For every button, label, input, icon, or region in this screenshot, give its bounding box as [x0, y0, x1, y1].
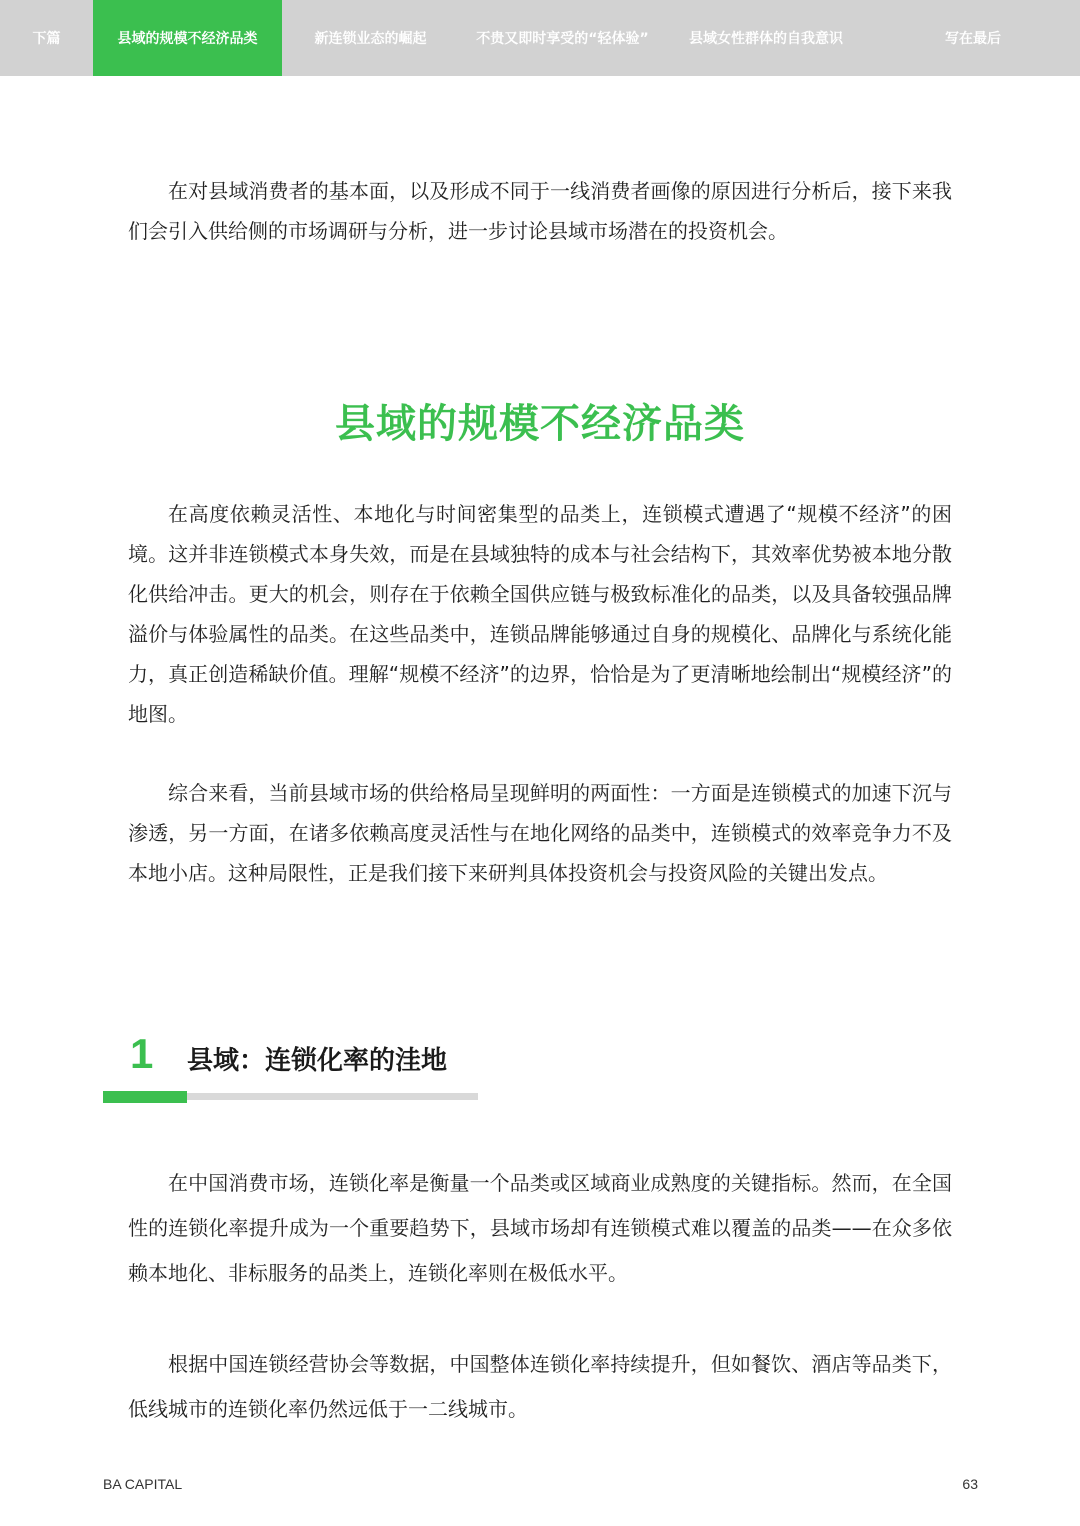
subsection-number: 1	[130, 1030, 154, 1077]
page-number: 63	[962, 1476, 978, 1492]
subsection-underline-accent	[103, 1091, 187, 1103]
tab-new-chain-formats[interactable]: 新连锁业态的崛起	[314, 31, 427, 47]
subsection-title: 县域：连锁化率的洼地	[187, 1046, 448, 1076]
intro-paragraph: 在对县域消费者的基本面，以及形成不同于一线消费者画像的原因进行分析后，接下来我们会引入供给侧的市场调研与分析，进一步讨论县域市场潜在的投资机会。	[128, 179, 952, 243]
tab-closing-words[interactable]: 写在最后	[945, 31, 1001, 47]
footer-brand: BA CAPITAL	[103, 1476, 183, 1492]
tab-light-experience[interactable]: 不贵又即时享受的“轻体验”	[476, 31, 649, 47]
section-nav	[0, 0, 1080, 76]
section-title: 县域的规模不经济品类	[335, 401, 745, 447]
tab-women-self-awareness[interactable]: 县域女性群体的自我意识	[689, 31, 843, 47]
tab-diseconomy-categories[interactable]: 县域的规模不经济品类	[93, 0, 282, 76]
subsection-paragraph: 在中国消费市场，连锁化率是衡量一个品类或区域商业成熟度的关键指标。然而，在全国性的连锁化率提升成为一个重要趋势下，县域市场却有连锁模式难以覆盖的品类——在众多依赖本地化、非标服务的品类上，连锁化率则在极低水平。	[128, 1171, 952, 1285]
section-paragraph: 在高度依赖灵活性、本地化与时间密集型的品类上，连锁模式遭遇了“规模不经济”的困境。这并非连锁模式本身失效，而是在县域独特的成本与社会结构下，其效率优势被本地分散化供给冲击。更大的机会，则存在于依赖全国供应链与极致标准化的品类，以及具备较强品牌溢价与体验属性的品类。在这些品类中，连锁品牌能够通过自身的规模化、品牌化与系统化能力，真正创造稀缺价值。理解“规模不经济”的边界，恰恰是为了更清晰地绘制出“规模经济”的地图。	[128, 502, 952, 726]
section-paragraph: 综合来看，当前县域市场的供给格局呈现鲜明的两面性：一方面是连锁模式的加速下沉与渗透，另一方面，在诸多依赖高度灵活性与在地化网络的品类中，连锁模式的效率竞争力不及本地小店。这种局限性，正是我们接下来研判具体投资机会与投资风险的关键出发点。	[128, 781, 952, 885]
tab-part-two[interactable]: 下篇	[32, 31, 61, 47]
subsection-paragraph: 根据中国连锁经营协会等数据，中国整体连锁化率持续提升，但如餐饮、酒店等品类下，低线城市的连锁化率仍然远低于一二线城市。	[128, 1352, 952, 1421]
